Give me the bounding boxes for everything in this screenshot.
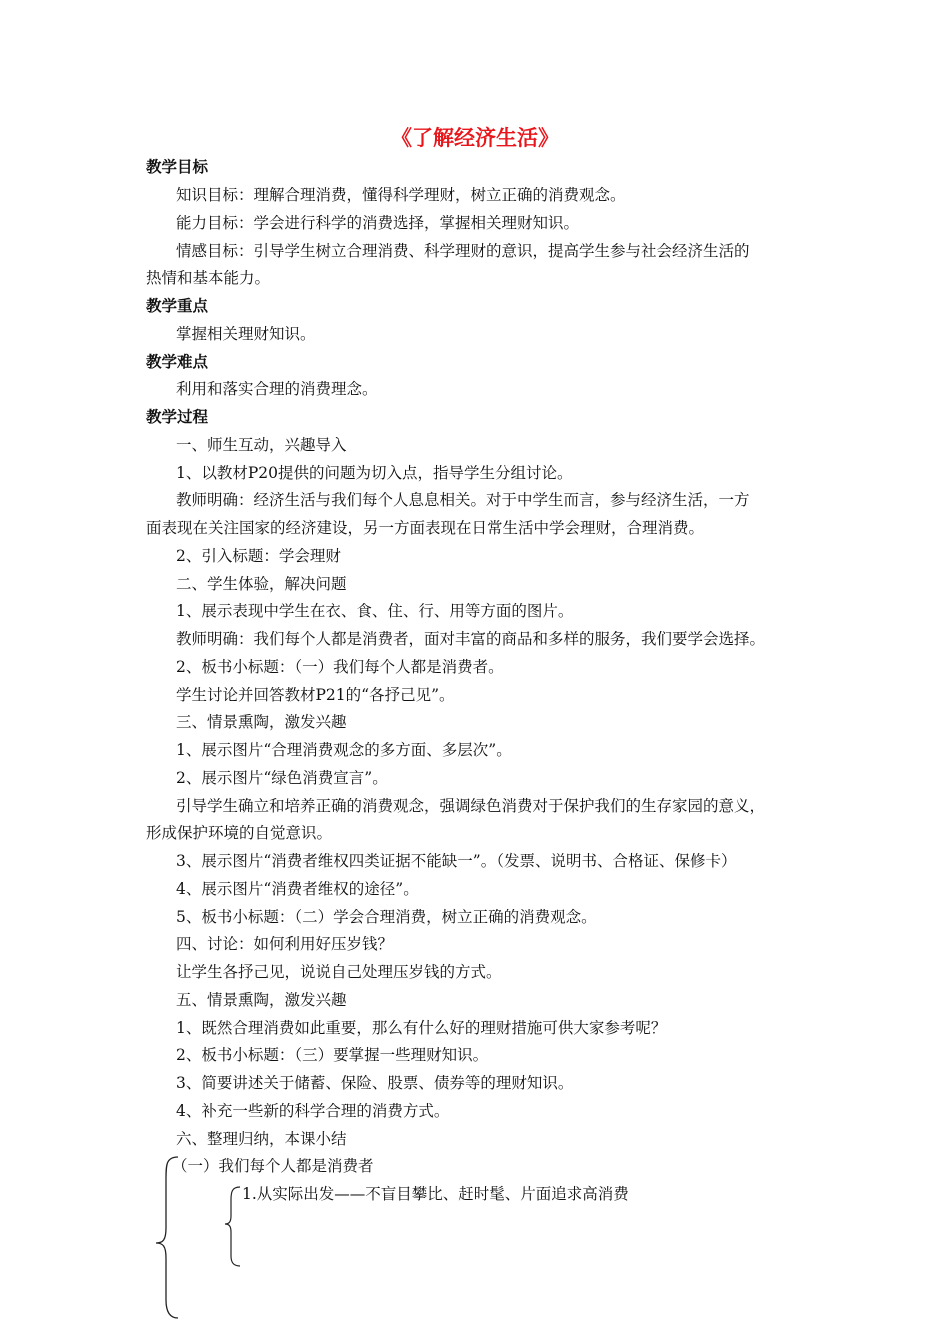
document-title: 《了解经济生活》 <box>391 126 559 150</box>
process-line: 形成保护环境的自觉意识。 <box>146 824 333 842</box>
key-points-text: 掌握相关理财知识。 <box>176 325 316 343</box>
goal-ability: 能力目标：学会进行科学的消费选择，掌握相关理财知识。 <box>176 214 580 232</box>
goal-knowledge: 知识目标：理解合理消费，懂得科学理财，树立正确的消费观念。 <box>176 186 626 204</box>
heading-process: 教学过程 <box>146 408 209 426</box>
process-line: 一、师生互动，兴趣导入 <box>176 436 347 454</box>
process-line: 五、情景熏陶，激发兴趣 <box>176 991 347 1009</box>
process-line: 5、板书小标题：（二）学会合理消费，树立正确的消费观念。 <box>176 908 597 926</box>
process-line: 教师明确：我们每个人都是消费者，面对丰富的商品和多样的服务，我们要学会选择。 <box>176 630 766 648</box>
process-line: 2、引入标题：学会理财 <box>176 547 341 565</box>
process-line: 二、学生体验，解决问题 <box>176 575 347 593</box>
process-line: 1、以教材P20提供的问题为切入点，指导学生分组讨论。 <box>176 464 573 482</box>
goal-emotion-line1: 情感目标：引导学生树立合理消费、科学理财的意识，提高学生参与社会经济生活的 <box>176 242 750 260</box>
goal-emotion-line2: 热情和基本能力。 <box>146 269 271 287</box>
process-line: 1、展示图片“合理消费观念的多方面、多层次”。 <box>176 741 512 759</box>
process-line: 2、板书小标题：（三）要掌握一些理财知识。 <box>176 1046 489 1064</box>
process-line: 面表现在关注国家的经济建设，另一方面表现在日常生活中学会理财，合理消费。 <box>146 519 705 537</box>
process-line: 4、展示图片“消费者维权的途径”。 <box>176 880 419 898</box>
process-line: 四、讨论：如何利用好压岁钱？ <box>176 935 394 953</box>
process-line: 六、整理归纳，本课小结 <box>176 1130 347 1148</box>
outer-brace <box>156 1157 178 1318</box>
inner-brace <box>225 1187 240 1266</box>
process-line: 3、展示图片“消费者维权四类证据不能缺一”。（发票、说明书、合格证、保修卡） <box>176 852 737 870</box>
summary-sub-item-1: 1.从实际出发——不盲目攀比、赶时髦、片面追求高消费 <box>242 1185 629 1203</box>
process-line: 2、板书小标题：（一）我们每个人都是消费者。 <box>176 658 504 676</box>
summary-item-1: （一）我们每个人都是消费者 <box>172 1157 374 1175</box>
process-line: 引导学生确立和培养正确的消费观念，强调绿色消费对于保护我们的生存家园的意义， <box>176 797 766 815</box>
process-line: 1、展示表现中学生在衣、食、住、行、用等方面的图片。 <box>176 602 574 620</box>
process-line: 4、补充一些新的科学合理的消费方式。 <box>176 1102 450 1120</box>
difficult-points-text: 利用和落实合理的消费理念。 <box>176 380 378 398</box>
process-line: 教师明确：经济生活与我们每个人息息相关。对于中学生而言，参与经济生活，一方 <box>176 491 750 509</box>
heading-key-points: 教学重点 <box>146 297 209 315</box>
process-line: 三、情景熏陶，激发兴趣 <box>176 713 347 731</box>
process-line: 3、简要讲述关于储蓄、保险、股票、债券等的理财知识。 <box>176 1074 574 1092</box>
process-line: 2、展示图片“绿色消费宣言”。 <box>176 769 388 787</box>
heading-goals: 教学目标 <box>146 158 209 176</box>
process-line: 学生讨论并回答教材P21的“各抒己见”。 <box>176 686 455 704</box>
process-line: 让学生各抒己见，说说自己处理压岁钱的方式。 <box>176 963 502 981</box>
process-line: 1、既然合理消费如此重要，那么有什么好的理财措施可供大家参考呢？ <box>176 1019 667 1037</box>
heading-difficult-points: 教学难点 <box>146 353 209 371</box>
